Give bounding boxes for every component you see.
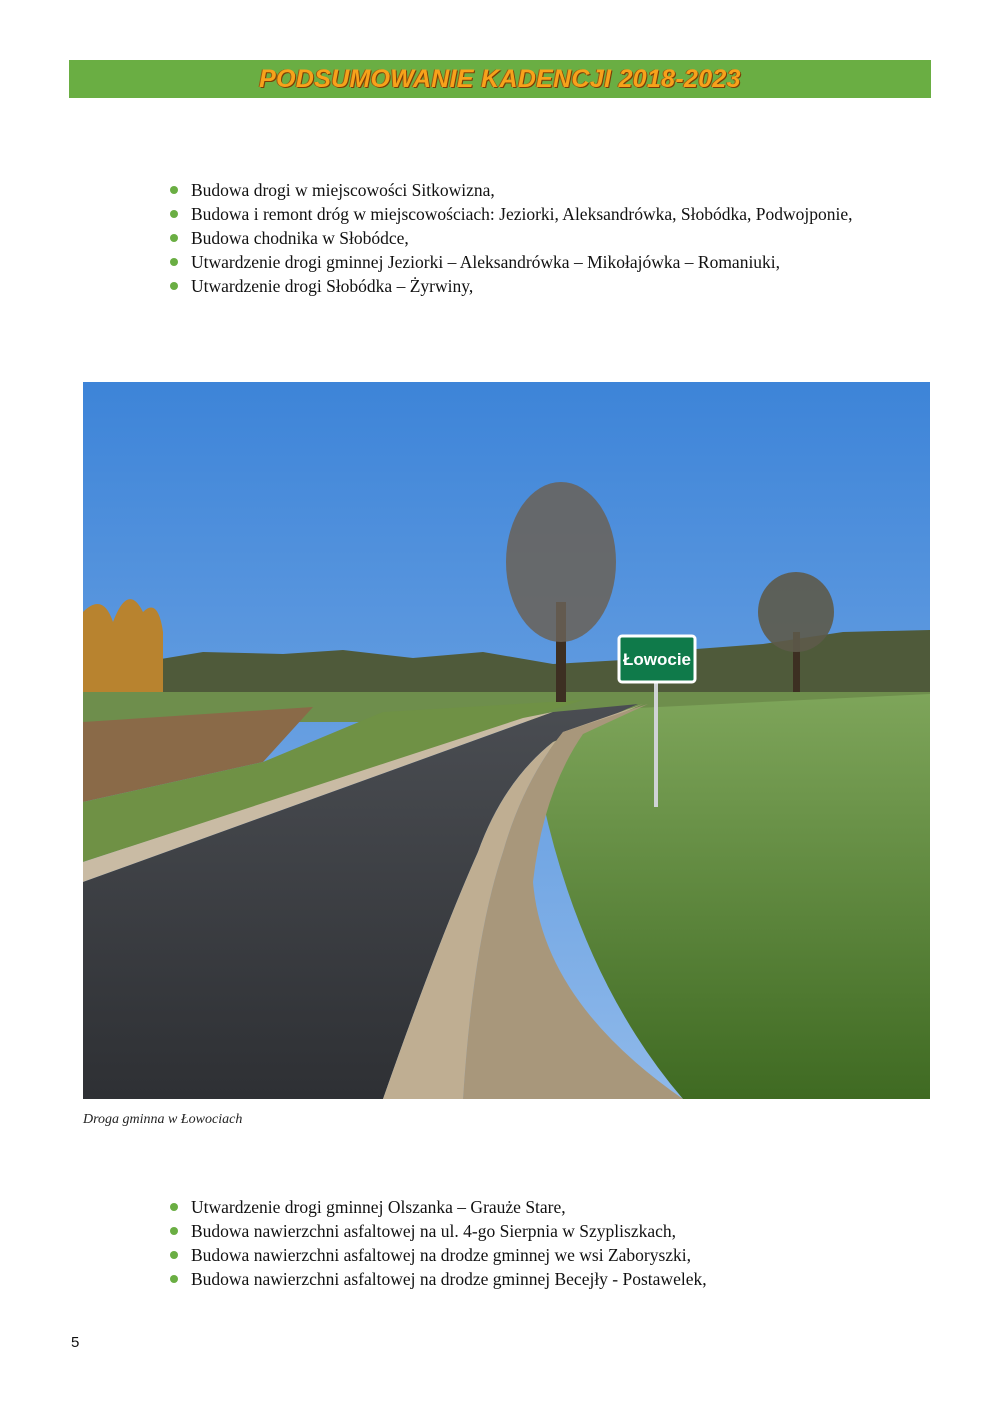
list-item: Budowa nawierzchni asfaltowej na drodze gminnej Becejły - Postawelek, <box>166 1268 930 1290</box>
bullet-icon <box>170 210 178 218</box>
bullet-icon <box>170 1275 178 1283</box>
list-item: Budowa chodnika w Słobódce, <box>166 227 930 249</box>
bullet-icon <box>170 1227 178 1235</box>
list-item: Budowa nawierzchni asfaltowej na ul. 4-go Sierpnia w Szypliszkach, <box>166 1220 930 1242</box>
road-photo <box>83 382 930 1099</box>
bullet-list-top <box>166 179 930 299</box>
bullet-icon <box>170 282 178 290</box>
bullet-icon <box>170 1251 178 1259</box>
bullet-icon <box>170 234 178 242</box>
header-banner <box>69 60 931 98</box>
photo-caption: Droga gminna w Łowociach <box>83 1112 243 1127</box>
bullet-icon <box>170 258 178 266</box>
list-item: Utwardzenie drogi gminnej Olszanka – Graużе Stare, <box>166 1196 930 1218</box>
page-number: 5 <box>71 1334 80 1351</box>
bullet-list-bottom <box>166 1196 930 1292</box>
page-title: PODSUMOWANIE KADENCJI 2018-2023 <box>259 64 741 93</box>
bullet-icon <box>170 1203 178 1211</box>
bullet-icon <box>170 186 178 194</box>
list-item: Utwardzenie drogi gminnej Jeziorki – Aleksandrówka – Mikołajówka – Romaniuki, <box>166 251 930 273</box>
list-item: Budowa i remont dróg w miejscowościach: Jeziorki, Aleksandrówka, Słobódka, Podwojponie, <box>166 203 930 225</box>
list-item: Budowa drogi w miejscowości Sitkowizna, <box>166 179 930 201</box>
list-item: Budowa nawierzchni asfaltowej na drodze gminnej we wsi Zaboryszki, <box>166 1244 930 1266</box>
list-item: Utwardzenie drogi Słobódka – Żyrwiny, <box>166 275 930 297</box>
sign-label: Łowocie <box>622 650 692 669</box>
